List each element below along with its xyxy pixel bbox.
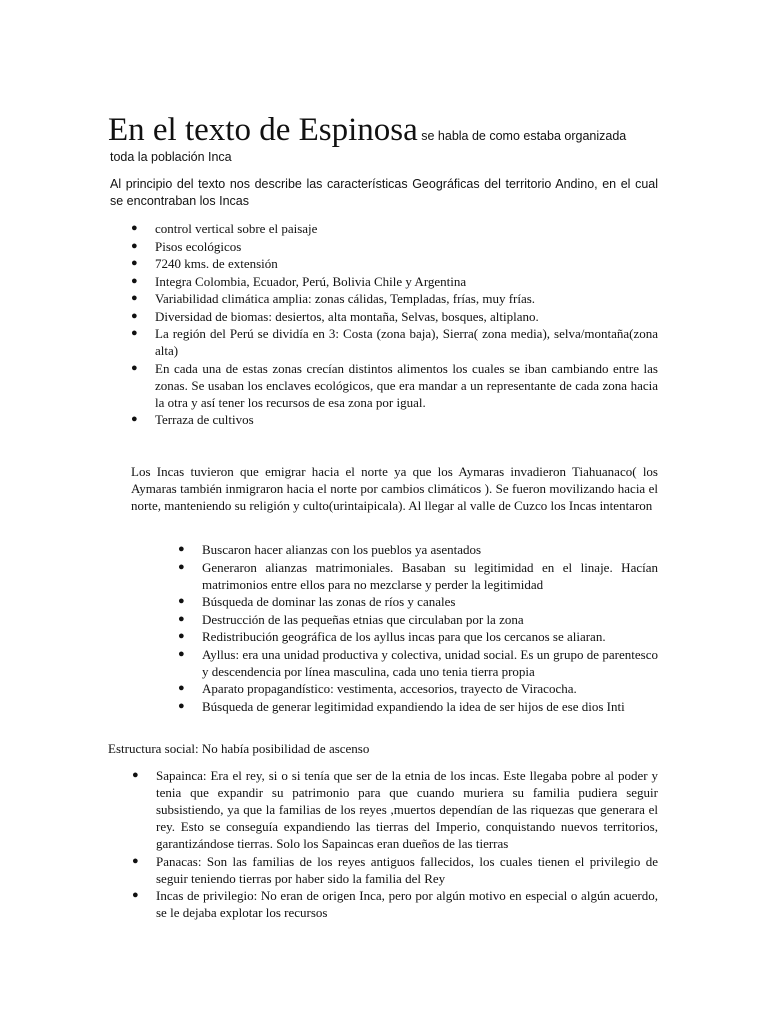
list-item [131,255,658,272]
list-item [178,680,658,697]
bullet-icon: ● [178,612,185,625]
list-item-text: Ayllus: era una unidad productiva y colectiva, unidad social. Es un grupo de parentesco y descendencia por línea masculina, cada uno tenia tierra propia [202,646,658,679]
list-item [132,853,658,887]
bullet-icon: ● [178,682,185,694]
list-item-text: control vertical sobre el paisaje [155,221,318,236]
page-title: En el texto de Espinosa [108,112,418,148]
bullet-icon: ● [178,699,185,712]
list-item-text: Generaron alianzas matrimoniales. Basaban su legitimidad en el linaje. Hacían matrimonios entre ellos para no mezclarse y perder la legitimidad [202,559,658,592]
bullet-icon: ● [131,413,138,425]
bullet-icon: ● [178,595,185,607]
bullet-icon: ● [131,239,138,252]
list-item [131,290,658,307]
list-item-text: En cada una de estas zonas crecían distintos alimentos los cuales se iban cambiando entre las zonas. Se usaban los enclaves ecológicos, que era mandar a un representante de cada zona hacia la otra y así tener los recursos de esa zona por igual. [155,360,658,410]
bullet-icon: ● [132,889,139,901]
social-structure-heading: Estructura social: No había posibilidad de ascenso [108,741,370,756]
title-trailing-text: se habla de como estaba organizada [417,129,627,143]
list-item [131,360,658,411]
bullet-icon: ● [178,630,185,642]
migration-paragraph: Los Incas tuvieron que emigrar hacia el norte ya que los Aymaras invadieron Tiahuanaco( los Aymaras también inmigraron hacia el norte por cambios climáticos ). Se fueron movilizando hacia el norte, manteniendo su religión y culto(urintaipicala). Al llegar al valle de Cuzco los Incas intentaron [131,464,658,513]
bullet-icon: ● [178,560,185,573]
list-item [178,628,658,645]
bullet-icon: ● [178,647,185,660]
list-item [132,767,658,852]
list-item-text: Pisos ecológicos [155,238,242,254]
bullet-icon: ● [132,854,139,867]
list-item-text: Aparato propagandístico: vestimenta, accesorios, trayecto de Viracocha. [202,681,577,696]
list-item-text: Buscaron hacer alianzas con los pueblos ya asentados [202,542,482,557]
title-line [108,114,658,147]
list-item-text: La región del Perú se dividía en 3: Costa (zona baja), Sierra( zona media), selva/montaña(zona alta) [155,326,658,358]
list-item-text: 7240 kms. de extensión [155,256,278,271]
list-item [131,325,658,359]
list-item [178,698,658,715]
cuzco-actions-list [178,541,658,715]
bullet-icon: ● [178,543,185,555]
list-item-text: Panacas: Son las familias de los reyes antiguos fallecidos, los cuales tienen el privilegio de seguir teniendo tierras por haber sido la familia del Rey [156,853,658,886]
list-item [178,646,658,680]
bullet-icon: ● [131,309,138,322]
list-item-text: Búsqueda de dominar las zonas de ríos y canales [202,594,456,609]
bullet-icon: ● [131,222,138,234]
bullet-icon: ● [131,257,138,269]
social-structure-list [132,767,658,922]
bullet-icon: ● [131,292,138,304]
list-item [178,541,658,558]
list-item-text: Variabilidad climática amplia: zonas cálidas, Templadas, frías, muy frías. [155,291,536,306]
list-item-text: Redistribución geográfica de los ayllus incas para que los cercanos se aliaran. [202,629,606,644]
list-item [131,273,658,290]
bullet-icon: ● [131,274,138,287]
list-item [178,593,658,610]
geography-list [131,220,658,429]
list-item-text: Terraza de cultivos [155,412,254,427]
list-item [131,308,658,325]
title-continuation: toda la población Inca [110,150,232,164]
bullet-icon: ● [131,327,138,339]
list-item [132,887,658,921]
list-item-text: Incas de privilegio: No eran de origen Inca, pero por algún motivo en especial o algún acuerdo, se le dejaba explotar los recursos [156,888,658,920]
list-item-text: Sapainca: Era el rey, si o si tenía que ser de la etnia de los incas. Este llegaba pobre al poder y tenia que expandir su patrimonio para que cuando muriera su familia pudiera seguir subsistiendo, ya que la familias de los reyes ,muertos dependían de las riquezas que generara el rey. Esto se conseguía expandiendo las tierras del Imperio, conquistando nuevos territorios, garantizándose tierras. Solo los Sapaincas eran dueños de las tierras [156,768,658,851]
list-item [131,411,658,428]
intro-paragraph: Al principio del texto nos describe las características Geográficas del territorio Andino, en el cual se encontraban los Incas [110,177,658,208]
list-item-text: Búsqueda de generar legitimidad expandiendo la idea de ser hijos de ese dios Inti [202,698,625,714]
list-item-text: Diversidad de biomas: desiertos, alta montaña, Selvas, bosques, altiplano. [155,308,539,324]
bullet-icon: ● [131,361,138,374]
list-item [178,611,658,628]
list-item-text: Integra Colombia, Ecuador, Perú, Bolivia Chile y Argentina [155,273,467,289]
list-item [131,220,658,237]
list-item-text: Destrucción de las pequeñas etnias que circulaban por la zona [202,611,524,627]
bullet-icon: ● [132,769,139,781]
list-item [131,238,658,255]
list-item [178,559,658,593]
